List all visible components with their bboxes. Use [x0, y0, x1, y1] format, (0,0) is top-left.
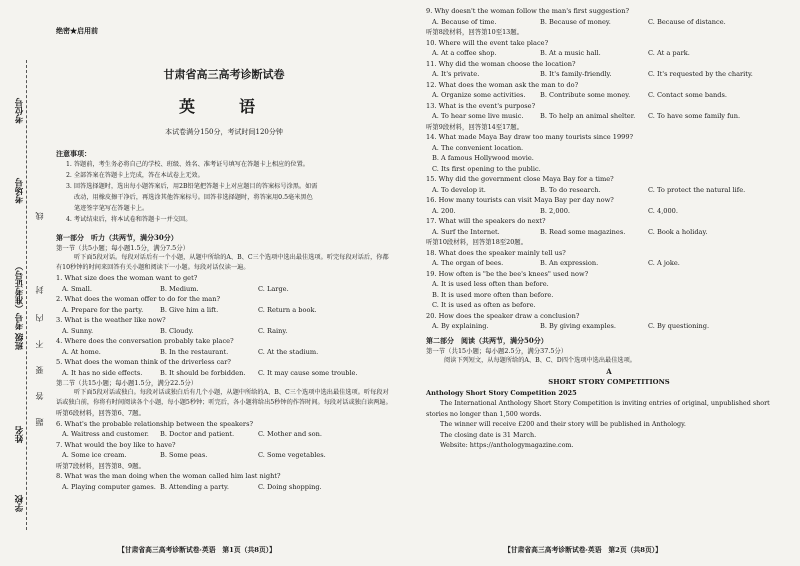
question-text: 4. Where does the conversation probably take place?: [56, 337, 234, 345]
binding-margin: [0, 0, 42, 566]
notice-item: 改动，用橡皮擦干净后，再选涂其他答案标号。回答非选择题时，将答案用0.5毫米黑色: [74, 194, 313, 201]
material-hint: 听第10段材料，回答第18至20题。: [426, 238, 528, 246]
option-a: A. To hear some live music.: [432, 112, 524, 120]
option-c: C. A joke.: [648, 259, 680, 267]
option-row: [56, 429, 392, 440]
option-b: B. An expression.: [540, 259, 599, 267]
passage-title: SHORT STORY COMPETITIONS: [548, 377, 670, 386]
question-text: 2. What does the woman offer to do for the man?: [56, 295, 221, 303]
passage-paragraph: The closing date is 31 March.: [440, 430, 537, 439]
option-a: A. Organize some activities.: [432, 91, 526, 99]
option-a: A. Waitress and customer.: [62, 430, 149, 438]
part2-instructions: 阅读下列短文，从每题所给的A、B、C、D四个选项中选出最佳选项。: [444, 356, 636, 364]
option-c: C. Contact some bands.: [648, 91, 727, 99]
passage-letter: A: [606, 366, 612, 376]
seal-mark: 封: [35, 286, 44, 294]
option-c: C. Mother and son.: [258, 430, 322, 438]
label-school: 学校: [15, 495, 25, 512]
option-c: C. At a park.: [648, 49, 690, 57]
seal-line: [26, 60, 28, 530]
question-text: 5. What does the woman think of the driverless car?: [56, 358, 231, 366]
seal-mark: 要: [35, 366, 44, 374]
question-text: 15. Why did the government close Maya Bay for a time?: [426, 175, 614, 183]
notice-list: [66, 159, 392, 225]
material-hint: 听第7段材料，回答第8、9题。: [56, 461, 145, 470]
option-a: A. The convenient location.: [432, 143, 524, 152]
option-a: A. Small.: [62, 284, 92, 293]
questions-1-5: [56, 273, 392, 378]
notice-item: 笔迹签字笔写在答题卡上。: [74, 205, 149, 212]
seal-mark: 内: [35, 314, 44, 322]
section2-instructions: 听下面5段对话或独白。每段对话或独白后有几个小题，从题中所给的A、B、C三个选项中选出最佳选项。听每段对话或独白前，你将有时间阅读各个小题，每小题5秒钟；听完后，各小题将给出5秒钟的作答时间。每段对话或独白读两遍。: [56, 389, 392, 406]
option-row: [426, 185, 792, 196]
part1-title: 第一部分 听力（共两节，满分30分）: [56, 233, 178, 242]
option-c: C. At the stadium.: [258, 347, 319, 356]
option-b: B. Attending a party.: [160, 482, 229, 491]
option-b: B. It should be forbidden.: [160, 368, 246, 377]
option-c: C. Return a book.: [258, 305, 317, 314]
option-a: A. It is used less often than before.: [432, 280, 549, 288]
competition-title: Anthology Short Story Competition 2025: [426, 388, 577, 397]
label-class: 班级: [15, 333, 25, 350]
question-text: 10. Where will the event take place?: [426, 38, 549, 47]
material-hint: 听第8段材料，回答第10至13题。: [426, 28, 524, 36]
option-b: B. It is used more often than before.: [432, 290, 554, 299]
question-text: 1. What size does the woman want to get?: [56, 274, 198, 282]
option-a: A. 200.: [432, 206, 456, 215]
option-c: C. To protect the natural life.: [648, 185, 746, 194]
option-c: C. Because of distance.: [648, 17, 726, 26]
page-2: [400, 0, 800, 566]
option-c: C. Doing shopping.: [258, 482, 322, 491]
option-b: B. To help an animal shelter.: [540, 112, 636, 120]
part2-section1-title: 第一节（共15小题；每小题2.5分，满分37.5分）: [426, 346, 568, 355]
score-line: 本试卷满分150分，考试时间120分钟: [165, 128, 283, 136]
option-a: A. Playing computer games.: [62, 482, 156, 491]
section1-title: 第一节（共5小题；每小题1.5分，满分7.5分）: [56, 244, 190, 252]
option-a: A. It's private.: [432, 70, 480, 78]
option-b: B. Some peas.: [160, 451, 208, 459]
questions-15-17: [426, 174, 792, 237]
seal-mark: 线: [35, 212, 44, 220]
notice-heading: 注意事项：: [56, 149, 91, 158]
option-c: C. Rainy.: [258, 326, 288, 335]
page-1-content: [56, 22, 392, 492]
option-c: C. Book a holiday.: [648, 227, 708, 236]
question-text: 20. How does the speaker draw a conclusion?: [426, 311, 580, 320]
option-row: [56, 305, 392, 316]
question-text: 9. Why doesn't the woman follow the man's first suggestion?: [426, 7, 630, 15]
option-row: [426, 69, 792, 80]
option-row: [56, 450, 392, 461]
option-c: C. Some vegetables.: [258, 451, 326, 459]
option-c: C. Its first opening to the public.: [432, 164, 541, 173]
page-footer: 【甘肃省高三高考诊断试卷·英语 第2页（共8页）】: [504, 546, 662, 554]
option-row: [426, 258, 792, 269]
option-c: C. To have some family fun.: [648, 112, 741, 120]
option-b: B. Cloudy.: [160, 326, 194, 335]
option-a: A. At home.: [62, 347, 101, 356]
option-a: A. By explaining.: [432, 322, 489, 330]
option-a: A. The organ of bees.: [432, 259, 504, 267]
option-c: C. 4,000.: [648, 206, 678, 215]
option-row: [426, 111, 792, 122]
question-text: 11. Why did the woman choose the location?: [426, 59, 576, 68]
option-c: C. It's requested by the charity.: [648, 70, 753, 78]
notice-item: 1. 答题前，考生务必将自己的学校、班级、姓名、准考证号填写在答题卡上相应的位置。: [66, 161, 309, 168]
option-b: B. By giving examples.: [540, 322, 616, 330]
exam-title: 甘肃省高三高考诊断试卷: [163, 68, 285, 81]
passage-paragraph: Website: https://anthologymagazine.com.: [440, 441, 574, 449]
questions-6-7: [56, 419, 392, 461]
option-c: C. By questioning.: [648, 322, 710, 330]
option-row: [426, 17, 792, 28]
label-exam-number: 考号（准考证号）: [15, 262, 25, 330]
notice-item: 4. 考试结束后，将本试卷和答题卡一并交回。: [66, 216, 192, 223]
option-b: B. To do research.: [540, 185, 601, 194]
option-row: [56, 284, 392, 295]
option-row: [426, 48, 792, 59]
question-text: 12. What does the woman ask the man to do?: [426, 80, 579, 89]
section1-instructions: 听下面5段对话。每段对话后有一个小题，从题中所给的A、B、C三个选项中选出最佳选项。听完每段对话后，你都有10秒钟的时间来回答有关小题和阅读下一小题。每段对话仅读一遍。: [56, 254, 389, 271]
label-room-number: 考场号: [15, 178, 25, 204]
questions-10-13: [426, 38, 792, 122]
option-row: [56, 347, 392, 358]
option-b: B. At a music hall.: [540, 49, 601, 57]
part2-title: 第二部分 阅读（共两节，满分50分）: [426, 335, 548, 345]
option-b: B. Because of money.: [540, 17, 611, 26]
option-b: B. In the restaurant.: [160, 347, 229, 356]
option-b: B. Give him a lift.: [160, 305, 219, 314]
material-hint: 听第6段材料，回答第6、7题。: [56, 409, 145, 417]
option-a: A. At a coffee shop.: [432, 49, 497, 57]
question-text: 17. What will the speakers do next?: [426, 217, 546, 225]
seal-mark: 答: [35, 392, 44, 400]
option-b: B. Medium.: [160, 284, 199, 293]
option-a: A. Because of time.: [432, 17, 497, 26]
question-text: 6. What's the probable relationship between the speakers?: [56, 419, 253, 428]
option-a: A. It has no side effects.: [62, 368, 143, 377]
option-c: C. It is used as often as before.: [432, 301, 536, 309]
page-2-content: [426, 6, 792, 451]
option-row: [426, 206, 792, 217]
page-footer: 【甘肃省高三高考诊断试卷·英语 第1页（共8页）】: [118, 546, 276, 554]
subject-title: 英 语: [178, 97, 269, 116]
option-b: B. Doctor and patient.: [160, 430, 235, 438]
question-text: 13. What is the event's purpose?: [426, 101, 536, 110]
option-b: B. Read some magazines.: [540, 227, 626, 236]
material-hint: 听第9段材料，回答第14至17题。: [426, 122, 524, 131]
confidential-mark: 绝密★启用前: [56, 26, 98, 35]
option-a: A. Sunny.: [62, 326, 94, 335]
option-c: C. Large.: [258, 284, 289, 293]
option-row: [56, 482, 392, 493]
option-a: A. Some ice cream.: [62, 451, 127, 459]
notice-item: 2. 全部答案在答题卡上完成，答在本试卷上无效。: [66, 172, 204, 179]
option-b: B. A famous Hollywood movie.: [432, 154, 534, 162]
question-text: 18. What does the speaker mainly tell us?: [426, 248, 566, 257]
seal-mark: 不: [35, 340, 44, 348]
option-a: A. To develop it.: [432, 185, 486, 194]
notice-item: 3. 回答选择题时，选出每小题答案后，用2B铅笔把答题卡上对应题目的答案标号涂黑。如需: [66, 183, 318, 190]
section2-title: 第二节（共15小题；每小题1.5分，满分22.5分）: [56, 379, 198, 387]
question-text: 8. What was the man doing when the woman called him last night?: [56, 472, 281, 480]
question-text: 7. What would the boy like to have?: [56, 440, 176, 449]
option-c: C. It may cause some trouble.: [258, 368, 358, 377]
option-row: [426, 90, 792, 101]
option-row: [426, 321, 792, 332]
passage-paragraph: The International Anthology Short Story Competition is inviting entries of original, unpublished short stories no longer than 1,500 words.: [426, 399, 770, 418]
question-text: 19. How often is "be the bee's knees" used now?: [426, 269, 589, 278]
label-seat-number: 考位号: [15, 98, 25, 124]
option-b: B. 2,000.: [540, 206, 571, 215]
option-a: A. Surf the Internet.: [432, 227, 500, 236]
option-b: B. Contribute some money.: [540, 91, 631, 99]
option-row: [426, 227, 792, 238]
option-b: B. It's family-friendly.: [540, 70, 612, 78]
option-row: [56, 326, 392, 337]
question-text: 16. How many tourists can visit Maya Bay per day now?: [426, 196, 614, 204]
label-name: 姓名: [15, 426, 25, 443]
question-text: 3. What is the weather like now?: [56, 316, 166, 324]
option-row: [56, 368, 392, 379]
option-a: A. Prepare for the party.: [62, 305, 144, 314]
question-text: 14. What made Maya Bay draw too many tourists since 1999?: [426, 133, 634, 141]
seal-mark: 题: [35, 418, 44, 426]
passage-paragraph: The winner will receive £200 and their story will be published in Anthology.: [440, 420, 686, 428]
